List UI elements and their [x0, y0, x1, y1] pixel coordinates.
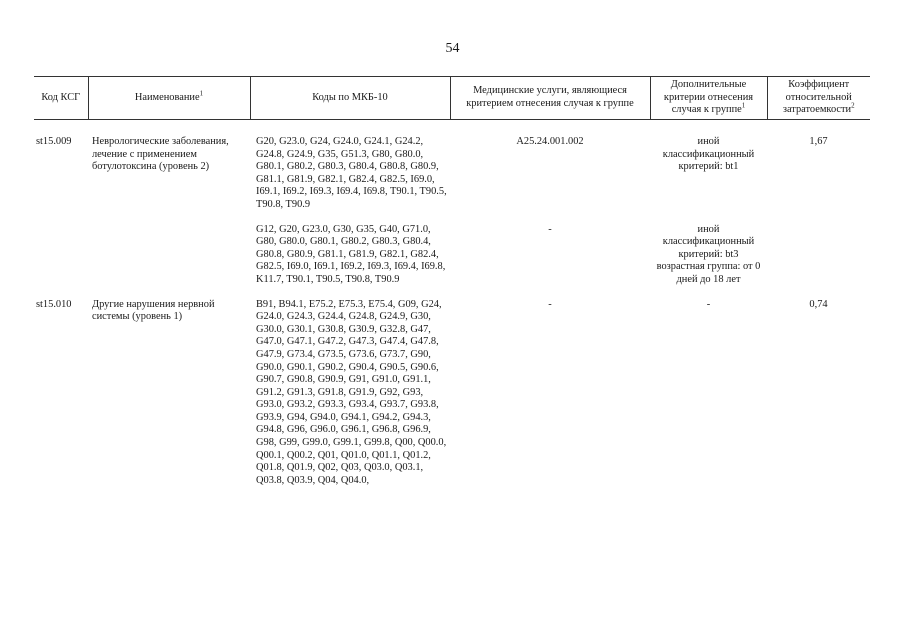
- mkb-codes: G20, G23.0, G24, G24.0, G24.1, G24.2, G24.8, G24.9, G35, G51.3, G80, G80.0, G80.1, G80.2, G80.3, G80.4, G80.8, G80.9, G81.1, G81.9, G82.1, G82.4, G82.5, I69.0, I69.1, I69.2, I69.3, I69.4, I69.8, T90.1, T90.5, T90.8, T90.9: [256, 136, 447, 210]
- medical-services: A25.24.001.002: [516, 136, 584, 147]
- extra-criteria: -: [706, 298, 711, 310]
- ksg-code: st15.009: [36, 136, 72, 147]
- header-extra-criteria: Дополнительные критерии отнесения случая к группе$^1$: [650, 77, 767, 120]
- header-services: Медицинские услуги, являющиеся критерием отнесения случая к группе: [450, 77, 650, 120]
- ksg-code: st15.010: [36, 298, 72, 310]
- coefficient: [767, 224, 870, 287]
- extra-criteria-classifier: иной классификационный критерий: bt3: [662, 223, 755, 260]
- header-code: Код КСГ: [34, 77, 88, 120]
- ksg-table: [34, 76, 870, 487]
- header-mkb: Коды по МКБ-10: [250, 77, 450, 120]
- table-row: [34, 299, 870, 488]
- extra-criteria-age-group: возрастная группа: от 0 дней до 18 лет: [656, 261, 761, 285]
- table-row: [34, 224, 870, 287]
- medical-services: -: [548, 223, 552, 235]
- header-name: Наименование$^1$: [88, 77, 250, 120]
- ksg-name: Другие нарушения нервной системы (уровень 1): [92, 298, 215, 323]
- table-row: [34, 136, 870, 212]
- table-header-row: [34, 77, 870, 120]
- ksg-name: [88, 224, 250, 287]
- medical-services: -: [548, 298, 552, 310]
- mkb-codes: B91, B94.1, E75.2, E75.3, E75.4, G09, G24, G24.0, G24.3, G24.4, G24.8, G24.9, G30, G30.0, G30.1, G30.8, G30.9, G32.8, G47, G47.0, G47.1, G47.2, G47.3, G47.4, G47.8, G47.9, G73.4, G73.5, G73.6, G73.7, G90, G90.0, G90.1, G90.2, G90.4, G90.5, G90.6, G90.7, G90.8, G90.9, G91, G91.0, G91.1, G91.2, G91.3, G91.8, G91.9, G92, G93, G93.0, G93.2, G93.3, G93.4, G93.7, G93.8, G93.9, G94, G94.0, G94.1, G94.2, G94.3, G94.8, G96, G96.0, G96.1, G96.8, G96.9, G98, G99, G99.0, G99.1, G99.8, Q00, Q00.0, Q00.1, Q00.2, Q01, Q01.0, Q01.1, Q01.2, Q01.8, Q01.9, Q02, Q03, Q03.0, Q03.1, Q03.8, Q03.9, Q04, Q04.0,: [256, 298, 447, 486]
- ksg-name: Неврологические заболевания, лечение с применением ботулотоксина (уровень 2): [92, 136, 229, 173]
- ksg-code: [34, 224, 88, 287]
- mkb-codes: G12, G20, G23.0, G30, G35, G40, G71.0, G80, G80.0, G80.1, G80.2, G80.3, G80.4, G80.8, G80.9, G81.1, G81.9, G82.1, G82.4, G82.5, I69.0, I69.1, I69.2, I69.3, I69.4, I69.8, K11.7, T90.1, T90.5, T90.8, T90.9: [256, 223, 446, 285]
- page-number: 54: [445, 41, 460, 56]
- extra-criteria: иной классификационный критерий: bt1: [662, 136, 755, 173]
- extra-criteria: [650, 224, 767, 287]
- coefficient: 0,74: [809, 298, 828, 310]
- header-coefficient: Коэффициент относительной затратоемкости$^2$: [767, 77, 870, 120]
- coefficient: 1,67: [809, 136, 828, 147]
